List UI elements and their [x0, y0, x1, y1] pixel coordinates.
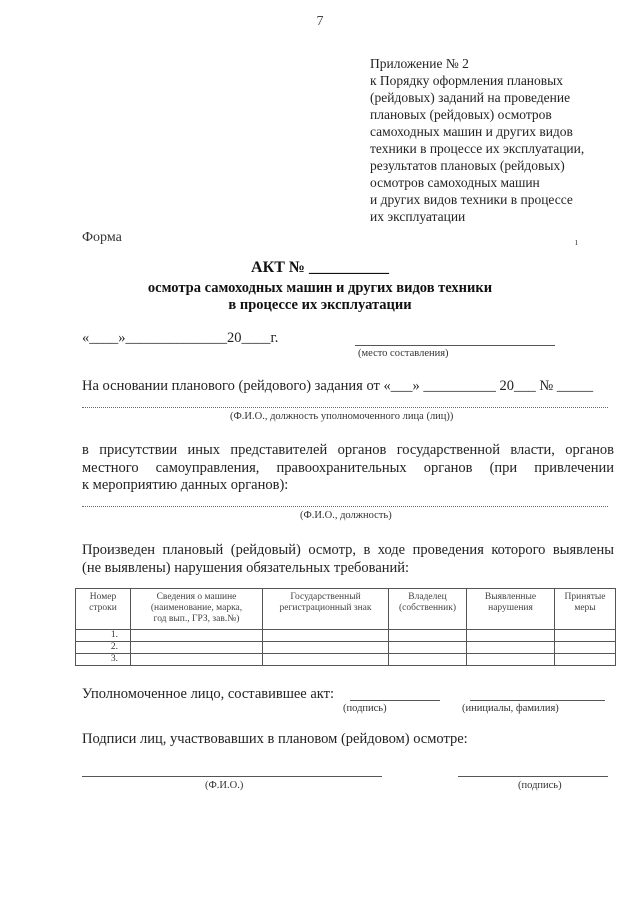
date-line: «____»______________20____г.: [82, 330, 279, 346]
appendix-line: плановых (рейдовых) осмотров: [370, 107, 552, 122]
header-text: Сведения о машине: [156, 592, 237, 602]
header-text: Владелец: [408, 592, 447, 602]
table-cell: [263, 642, 389, 654]
table-cell: [555, 630, 616, 642]
table-cell: 2.: [76, 642, 131, 654]
inspection-line: Произведен плановый (рейдовый) осмотр, в ходе проведения которого выявлены: [82, 542, 614, 558]
header-text: меры: [574, 603, 596, 613]
appendix-line: их эксплуатации: [370, 209, 466, 224]
table-row: [76, 654, 616, 666]
basis-caption: (Ф.И.О., должность уполномоченного лица (лиц)): [230, 411, 454, 422]
authorized-label: Уполномоченное лицо, составившее акт:: [82, 686, 335, 702]
presence-caption: (Ф.И.О., должность): [300, 510, 392, 521]
inspection-line: (не выявлены) нарушения обязательных требований:: [82, 559, 410, 576]
header-text: Выявленные: [484, 592, 537, 602]
corner-mark: ı: [575, 237, 578, 248]
participant-signature-line: [458, 776, 608, 777]
presence-line: в присутствии иных представителей органов государственной власти, органов: [82, 442, 614, 458]
table-cell: [555, 642, 616, 654]
form-label: Форма: [82, 230, 122, 245]
authorized-name-caption: (инициалы, фамилия): [462, 703, 559, 714]
appendix-line: и других видов техники в процессе: [370, 192, 573, 207]
presence-paragraph: [82, 442, 614, 495]
table-cell: [389, 630, 467, 642]
presence-line-rule: [82, 506, 608, 507]
authorized-signature-caption: (подпись): [343, 703, 387, 714]
header-text: Государственный: [290, 592, 361, 602]
header-text: нарушения: [488, 603, 533, 613]
table-row: [76, 642, 616, 654]
header-text: (собственник): [398, 603, 456, 613]
appendix-line: к Порядку оформления плановых: [370, 73, 563, 88]
appendix-line: самоходных машин и других видов: [370, 124, 573, 139]
participants-label: Подписи лиц, участвовавших в плановом (рейдовом) осмотре:: [82, 731, 468, 747]
table-cell: [555, 654, 616, 666]
table-cell: [131, 642, 263, 654]
table-cell: [389, 642, 467, 654]
place-caption: (место составления): [358, 348, 449, 359]
appendix-note: [370, 55, 620, 225]
act-subtitle-line-1: осмотра самоходных машин и других видов техники: [147, 280, 493, 296]
table-cell: [467, 654, 555, 666]
presence-line: местного самоуправления, правоохранительных органов (при привлечении: [82, 459, 614, 476]
basis-text: На основании планового (рейдового) задания от «___» __________ 20___ № _____: [82, 378, 594, 394]
inspection-paragraph: [82, 542, 614, 577]
table-cell: [263, 654, 389, 666]
appendix-line: техники в процессе их эксплуатации,: [370, 141, 585, 156]
appendix-line: осмотров самоходных машин: [370, 175, 540, 190]
table-cell: [131, 630, 263, 642]
page-number: 7: [316, 14, 324, 29]
table-row: [76, 630, 616, 642]
header-text: Принятые: [564, 592, 606, 602]
header-text: строки: [89, 603, 117, 613]
presence-line: к мероприятию данных органов):: [82, 477, 289, 493]
authorized-name-line: [470, 700, 605, 701]
participant-fio-caption: (Ф.И.О.): [205, 780, 244, 791]
table-cell: [389, 654, 467, 666]
act-title: АКТ № __________: [251, 259, 389, 276]
violations-table: [75, 588, 616, 666]
table-header-row: [76, 589, 616, 630]
appendix-line: Приложение № 2: [370, 56, 469, 71]
appendix-line: результатов плановых (рейдовых): [370, 158, 565, 173]
header-registration-sign: [263, 589, 389, 630]
table-cell: [263, 630, 389, 642]
table-cell: [131, 654, 263, 666]
header-text: год вып., ГРЗ, зав.№): [153, 614, 240, 624]
header-text: Номер: [89, 592, 117, 602]
place-line: [355, 345, 555, 346]
table-cell: 3.: [76, 654, 131, 666]
table-cell: [467, 630, 555, 642]
header-machine-info: [131, 589, 263, 630]
header-text: регистрационный знак: [279, 603, 372, 613]
table-cell: 1.: [76, 630, 131, 642]
header-measures: [555, 589, 616, 630]
participant-fio-line: [82, 776, 382, 777]
header-row-number: [76, 589, 131, 630]
appendix-line: (рейдовых) заданий на проведение: [370, 90, 571, 105]
header-owner: [389, 589, 467, 630]
basis-line: [82, 407, 608, 408]
header-text: (наименование, марка,: [150, 603, 243, 613]
act-subtitle-line-2: в процессе их эксплуатации: [228, 297, 412, 313]
participant-signature-caption: (подпись): [518, 780, 562, 791]
authorized-signature-line: [350, 700, 440, 701]
header-violations: [467, 589, 555, 630]
table-cell: [467, 642, 555, 654]
